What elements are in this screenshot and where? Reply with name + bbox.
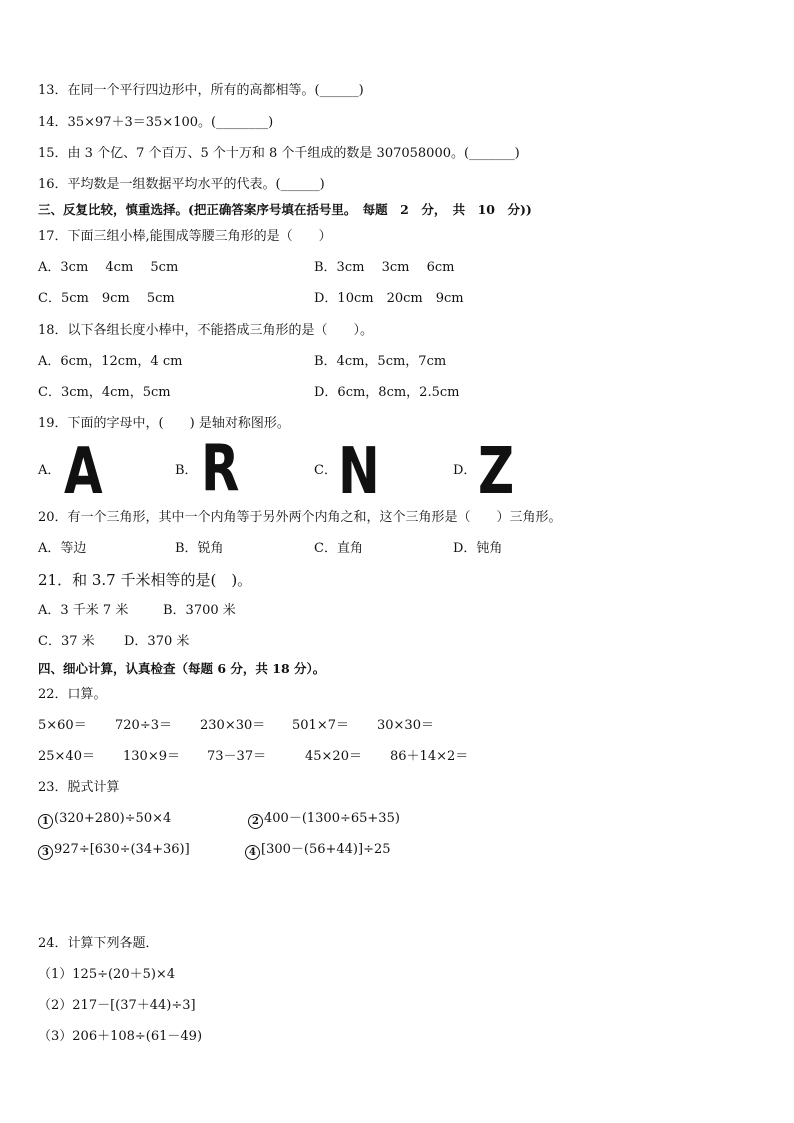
q23-item-4 [245,841,391,860]
q23-item-1-expression: (320+280)÷50×4 [54,811,172,826]
q18-stem: 18．以下各组长度小棒中，不能搭成三角形的是（ ）。 [38,323,374,338]
q22-item-2: 720÷3＝ [115,718,172,733]
q19-label-b: B． [175,463,198,478]
q20-option-b: B．锐角 [175,541,224,556]
q17-stem: 17．下面三组小棒,能围成等腰三角形的是（ ） [38,229,332,244]
q19-label-d: D． [453,463,477,478]
q22-stem: 22．口算。 [38,687,107,702]
q17-option-d: D．10cm 20cm 9cm [314,291,464,306]
q23-item-3-expression: 927÷[630÷(34+36)] [54,842,190,857]
q23-stem: 23．脱式计算 [38,780,120,795]
q19-label-a: A． [38,463,61,478]
q20-option-c: C．直角 [314,541,363,556]
q24-item-3: （3）206＋108÷(61－49) [38,1029,203,1044]
q22-item-3: 230×30＝ [200,718,266,733]
q23-item-2 [248,810,400,829]
q18-option-b: B．4cm，5cm，7cm [314,354,447,369]
q23-item-4-expression: [300－(56+44)]÷25 [261,842,391,857]
q23-item-3 [38,841,190,860]
q24-item-2: （2）217－[(37＋44)÷3] [38,998,196,1013]
q19-letter-c: N [338,435,380,509]
q22-item-4: 501×7＝ [292,718,349,733]
q21-option-b: B．3700 米 [163,603,236,618]
q24-stem: 24．计算下列各题． [38,936,159,951]
q17-option-a: A．3cm 4cm 5cm [38,260,179,275]
q18-option-a: A．6cm，12cm，4 cm [38,354,183,369]
q19-label-c: C． [314,463,337,478]
q16: 16．平均数是一组数据平均水平的代表。(______) [38,177,325,192]
q21-option-a: A．3 千米 7 米 [38,603,129,618]
q13: 13．在同一个平行四边形中，所有的高都相等。(______) [38,83,364,98]
q20-option-a: A．等边 [38,541,87,556]
q23-item-1 [38,810,171,829]
q23-item-2-expression: 400－(1300÷65+35) [264,811,400,826]
circled-number-1: 1 [38,814,53,829]
q19-letter-d: Z [478,435,515,509]
q15: 15．由 3 个亿、7 个百万、5 个十万和 8 个千组成的数是 307058000。(_______) [38,146,520,161]
circled-number-4: 4 [245,845,260,860]
section-4-heading: 四、细心计算，认真检查（每题 6 分，共 18 分）。 [38,661,326,676]
q18-option-d: D．6cm，8cm，2.5cm [314,385,460,400]
q22-item-10: 86＋14×2＝ [390,749,469,764]
q24-item-1: （1）125÷(20＋5)×4 [38,967,176,982]
circled-number-2: 2 [248,814,263,829]
q19-stem: 19．下面的字母中，( ) 是轴对称图形。 [38,416,290,431]
q22-item-7: 130×9＝ [123,749,180,764]
q22-item-1: 5×60＝ [38,718,87,733]
q17-option-b: B．3cm 3cm 6cm [314,260,455,275]
q21-option-c: C．37 米 [38,634,95,649]
q21-stem: 21．和 3.7 千米相等的是( )。 [38,571,253,589]
q22-item-8: 73－37＝ [207,749,267,764]
q22-item-5: 30×30＝ [377,718,434,733]
section-3-heading: 三、反复比较，慎重选择。(把正确答案序号填在括号里。 每题 2 分， 共 10 分)) [38,202,532,217]
q21-option-d: D．370 米 [124,634,190,649]
q22-item-6: 25×40＝ [38,749,95,764]
q20-option-d: D．钝角 [453,541,503,556]
circled-number-3: 3 [38,845,53,860]
q20-stem: 20．有一个三角形，其中一个内角等于另外两个内角之和，这个三角形是（ ）三角形。 [38,510,562,525]
q19-letter-a: A [64,435,103,509]
q14: 14．35×97＋3＝35×100。(________) [38,115,274,130]
q19-letter-b: R [201,432,240,506]
q17-option-c: C．5cm 9cm 5cm [38,291,175,306]
q22-item-9: 45×20＝ [305,749,362,764]
q18-option-c: C．3cm，4cm，5cm [38,385,171,400]
